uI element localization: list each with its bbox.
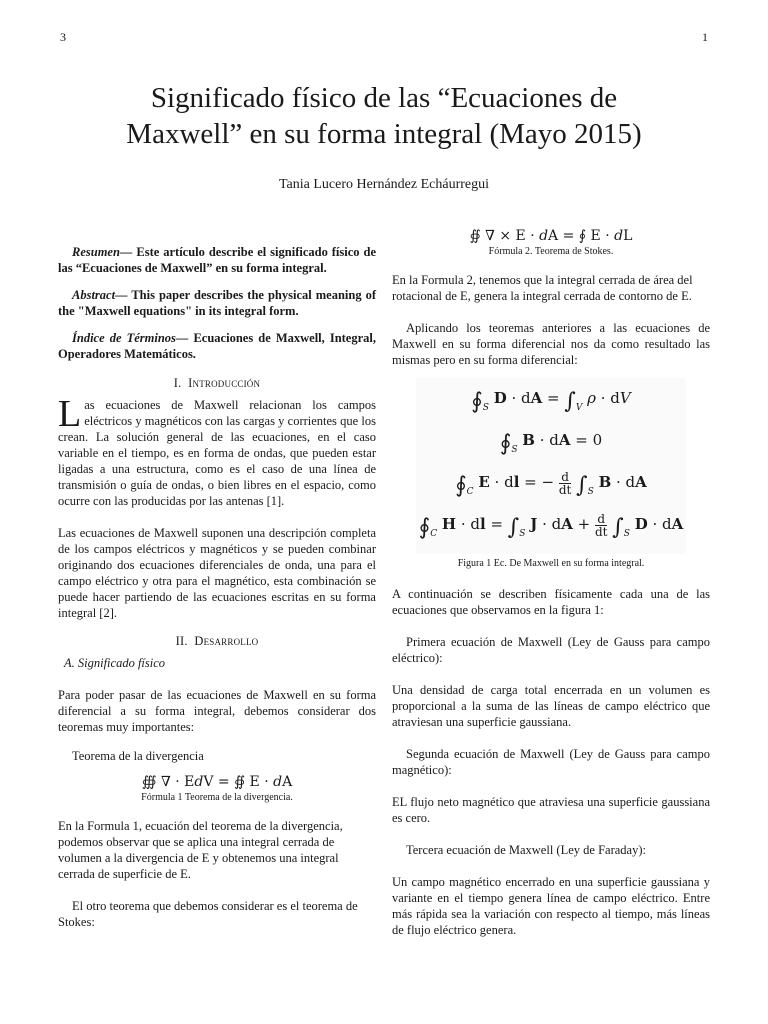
- abstract-es: [58, 244, 376, 276]
- abstract-es-label: Resumen—: [72, 245, 133, 259]
- index-terms-text: Ecuaciones de Maxwell, Integral, Operadores Matemáticos.: [58, 331, 377, 361]
- formula-2: ∯ ∇ × E · 𝑑A = ∮ E · 𝑑L: [469, 228, 633, 244]
- paper-title: [60, 80, 708, 152]
- right-paragraph-6: Segunda ecuación de Maxwell (Ley de Gauss para campo magnético):: [392, 747, 710, 777]
- formula-2-caption: Fórmula 2. Teorema de Stokes.: [488, 246, 614, 257]
- subsection-a: A. Significado físico: [64, 656, 166, 670]
- index-terms-label: Índice de Términos—: [72, 331, 189, 345]
- left-column: [58, 240, 376, 930]
- intro-paragraph-1-text: as ecuaciones de Maxwell relacionan los campos eléctricos y magnéticos con las cargas y corrientes que los crean. La solución general de las ecuaciones, en el caso variable en el tiempo, es en forma de ondas, que pueden estar ligadas a una estructura, como es el caso de una línea de transmisión o guía de ondas, o bien libres en el espacio, como ocurre con las producidas por las antenas [1].: [58, 398, 376, 508]
- formula-1: ∰ ∇ · E𝑑V = ∯ E · 𝑑A: [141, 774, 293, 790]
- intro-paragraph-2: Las ecuaciones de Maxwell suponen una descripción completa de los campos eléctricos y magnéticos y se pueden combinar originando dos ecuaciones diferenciales de onda, una para el campo eléctrico y otra para el magnético, esta combinación se puede hacer partiendo de las ecuaciones escritas en su forma integral [2].: [58, 526, 376, 620]
- right-paragraph-9: Un campo magnético encerrado en una superficie gaussiana y variante en el tiempo genera línea de campo eléctrico. Entre más rápida sea la variación con respecto al tiempo, más líneas de flujo eléctrico genera.: [392, 875, 710, 937]
- abstract-en: [58, 287, 376, 319]
- title-line-1: Significado físico de las “Ecuaciones de: [150, 82, 618, 114]
- title-line-2: Maxwell” en su forma integral (Mayo 2015): [126, 118, 642, 150]
- formula-1-caption: Fórmula 1 Teorema de la divergencia.: [141, 792, 293, 803]
- maxwell-eq-2: $∮_S$ B · dA = 0: [499, 431, 603, 456]
- right-column: [392, 228, 710, 938]
- right-paragraph-4: Primera ecuación de Maxwell (Ley de Gauss para campo eléctrico):: [392, 635, 710, 665]
- right-paragraph-5: Una densidad de carga total encerrada en un volumen es proporcional a la suma de las líneas de campo eléctrico que atraviesan una superficie gaussiana.: [392, 683, 710, 729]
- page-number-right: 1: [702, 30, 708, 44]
- section-1-heading: [58, 375, 376, 391]
- abstract-es-text: Este artículo describe el significado físico de las “Ecuaciones de Maxwell” en su forma integral.: [58, 245, 376, 275]
- maxwell-eq-1: $∮_S$ D · dA = $\int_V$ ρ · dV: [471, 389, 631, 414]
- section-1-title: Introducción: [188, 376, 261, 390]
- theorem-divergence-label: Teorema de la divergencia: [72, 749, 204, 763]
- right-paragraph-3: A continuación se describen físicamente cada una de las ecuaciones que observamos en la figura 1:: [392, 587, 710, 617]
- right-paragraph-1: En la Formula 2, tenemos que la integral cerrada de área del rotacional de E, genera la integral cerrada de contorno de E.: [392, 273, 693, 303]
- dev-paragraph-3: El otro teorema que debemos considerar es el teorema de Stokes:: [58, 899, 358, 929]
- maxwell-equations-figure: [416, 378, 686, 554]
- section-1-number: I.: [173, 376, 182, 390]
- maxwell-eq-3: $∮_C$ E · dl = − $\frac{d}{dt}$ $\int_S$ B · dA: [455, 469, 647, 498]
- section-2-title: Desarrollo: [194, 634, 259, 648]
- drop-cap: L: [58, 393, 82, 435]
- index-terms: [58, 330, 376, 362]
- right-paragraph-8: Tercera ecuación de Maxwell (Ley de Faraday):: [406, 843, 646, 857]
- maxwell-eq-4: $∮_C$ H · dl = $\int_S$ J · dA + $\frac{d}{dt}$ $\int_S$ D · dA: [418, 511, 684, 540]
- figure-1-caption: Figura 1 Ec. De Maxwell en su forma integral.: [457, 558, 645, 569]
- abstract-en-text: This paper describes the physical meaning of the "Maxwell equations" in its integral form.: [58, 288, 376, 318]
- author: Tania Lucero Hernández Echáurregui: [278, 177, 490, 192]
- intro-paragraph-1: [58, 393, 376, 509]
- page-number-left: 3: [60, 30, 66, 44]
- dev-paragraph-2: [58, 818, 376, 882]
- abstract-en-label: Abstract—: [72, 288, 128, 302]
- section-2-heading: [58, 633, 376, 649]
- right-paragraph-2: Aplicando los teoremas anteriores a las ecuaciones de Maxwell en su forma diferencial nos da como resultado las mismas pero en su forma diferencial:: [392, 321, 710, 367]
- dev-paragraph-2-text: En la Formula 1, ecuación del teorema de la divergencia, podemos observar que se aplica una integral cerrada de volumen a la divergencia de E y obtenemos una integral cerrada de superficie de E.: [58, 819, 343, 881]
- section-2-number: II.: [175, 634, 188, 648]
- dev-paragraph-1: Para poder pasar de las ecuaciones de Maxwell en su forma diferencial a su forma integral, debemos considerar dos teoremas muy importantes:: [58, 688, 376, 734]
- right-paragraph-7: EL flujo neto magnético que atraviesa una superficie gaussiana es cero.: [392, 795, 710, 825]
